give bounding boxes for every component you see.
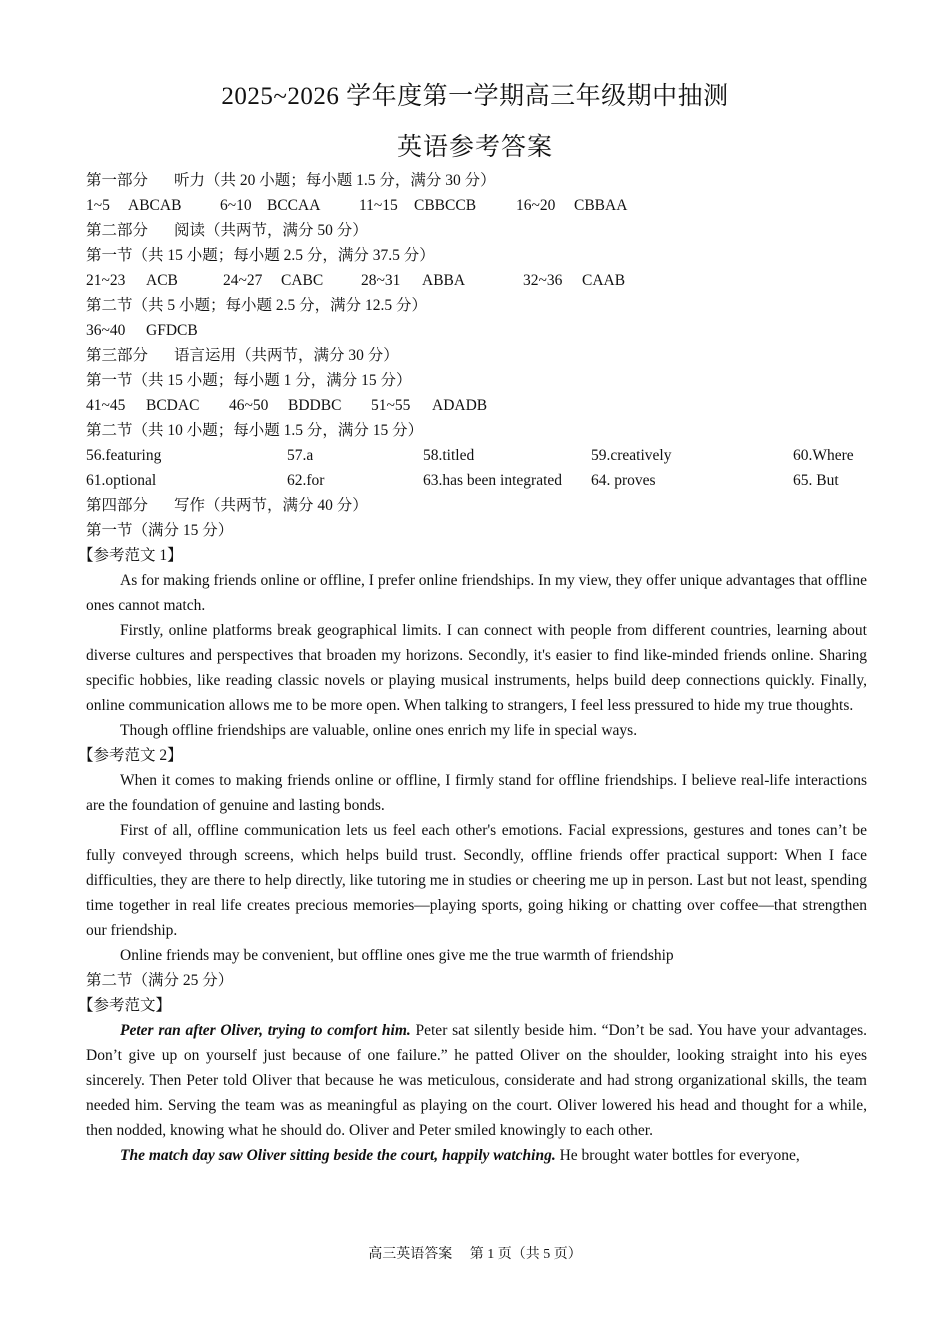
part2-section1-answers: 21~23 ACB 24~27 CABC 28~31 ABBA 32~36 CAAB <box>86 272 626 289</box>
sample3-label: 【参考范文】 <box>78 997 172 1014</box>
sample1-paragraph: As for making friends online or offline, I prefer online friendships. In my view, they offer unique advantages that offline ones cannot match. <box>86 572 867 614</box>
sample2-paragraph: Online friends may be convenient, but offline ones give me the true warmth of friendship <box>120 947 674 964</box>
part3-section1-answers: 41~45 BCDAC 46~50 BDDBC 51~55 ADADB <box>86 397 488 414</box>
part3-section1-heading: 第一节（共 15 小题；每小题 1 分，满分 15 分） <box>86 372 412 389</box>
page-footer: 高三英语答案 第 1 页（共 5 页） <box>368 1247 582 1262</box>
part3-section2-row1: 56.featuring 57.a 58.titled 59.creatively 60.Where <box>86 447 854 464</box>
story-paragraph-2: The match day saw Oliver sitting beside the court, happily watching. He brought water bottles for everyone, <box>120 1147 800 1164</box>
part4-heading: 第四部分 写作（共两节，满分 40 分） <box>86 497 368 514</box>
sample1-paragraph: Though offline friendships are valuable, online ones enrich my life in special ways. <box>120 722 638 739</box>
sample2-paragraph: First of all, offline communication lets us feel each other's emotions. Facial expressions, gestures and tones can’t be fully conveyed through screens, which helps build trust. Secondly, offline friends offer practical support: When I face difficulties, they are there to help directly, like tutoring me in studies or cheering me up in person. Last but not least, spending time together in real life creates precious memories—playing sports, going hiking or chatting over coffee—that strengthen our friendship. <box>86 822 867 939</box>
answer-content <box>78 168 867 1168</box>
sample1-paragraph: Firstly, online platforms break geographical limits. I can connect with people from different countries, learning about diverse cultures and perspectives that broaden my horizons. Secondly, it's easier to find like-minded friends online. Sharing specific hobbies, like reading classic novels or playing musical instruments, helps build deep connections quickly. Finally, online communication allows me to be more open. When talking to strangers, I feel less pressured to hide my true thoughts. <box>86 622 867 714</box>
part2-section1-heading: 第一节（共 15 小题；每小题 2.5 分，满分 37.5 分） <box>86 247 435 264</box>
sample2-label: 【参考范文 2】 <box>78 747 183 764</box>
story-paragraph-1: Peter ran after Oliver, trying to comfort him. Peter sat silently beside him. “Don’t be sad. You have your advantages. Don’t give up on yourself just because of one failure.” he patted Oliver on the shoulder, looking straight into his eyes sincerely. Then Peter told Oliver that because he was meticulous, considerate and had strong organizational skills, the team needed him. Serving the team was as meaningful as playing on the court. Oliver lowered his head and thought for a while, then nodded, knowing what he should do. Oliver and Peter smiled knowingly to each other. <box>86 1022 867 1139</box>
story-lead-sentence: Peter ran after Oliver, trying to comfort him. <box>120 1022 411 1039</box>
sample1-label: 【参考范文 1】 <box>78 547 183 564</box>
part2-section2-heading: 第二节（共 5 小题；每小题 2.5 分，满分 12.5 分） <box>86 297 428 314</box>
page-subtitle: 英语参考答案 <box>396 134 553 161</box>
part4-section2-heading: 第二节（满分 25 分） <box>86 972 234 989</box>
part1-heading: 第一部分 听力（共 20 小题；每小题 1.5 分，满分 30 分） <box>86 172 496 189</box>
part3-section2-heading: 第二节（共 10 小题；每小题 1.5 分，满分 15 分） <box>86 422 424 439</box>
part3-section2-row2: 61.optional 62.for 63.has been integrated 64. proves 65. But <box>86 472 839 489</box>
part2-section2-answers: 36~40 GFDCB <box>86 322 198 339</box>
sample2-paragraph: When it comes to making friends online or offline, I firmly stand for offline friendships. I believe real-life interactions are the foundation of genuine and lasting bonds. <box>86 772 867 814</box>
story-lead-sentence: The match day saw Oliver sitting beside the court, happily watching. <box>120 1147 556 1164</box>
part1-answers: 1~5 ABCAB 6~10 BCCAA 11~15 CBBCCB 16~20 CBBAA <box>86 197 628 214</box>
part4-section1-heading: 第一节（满分 15 分） <box>86 522 234 539</box>
page-title: 2025~2026 学年度第一学期高三年级期中抽测 <box>221 83 729 110</box>
part2-heading: 第二部分 阅读（共两节，满分 50 分） <box>86 222 368 239</box>
part3-heading: 第三部分 语言运用（共两节，满分 30 分） <box>86 347 399 364</box>
